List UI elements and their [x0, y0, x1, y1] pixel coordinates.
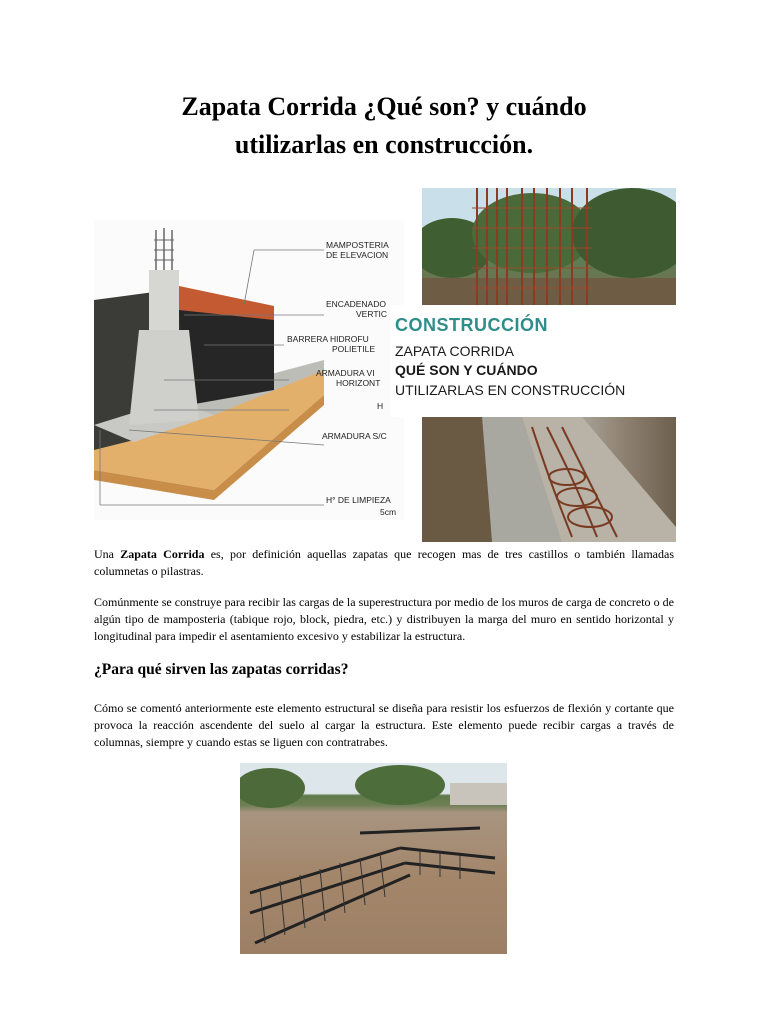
p1-prefix: Una — [94, 547, 121, 561]
paragraph-definition — [94, 546, 674, 580]
rebar-columns-photo — [422, 188, 676, 305]
title-line-1: Zapata Corrida ¿Qué son? y cuándo — [181, 92, 587, 121]
banner-line-3: UTILIZARLAS EN CONSTRUCCIÓN — [395, 382, 626, 398]
p1-bold-term: Zapata Corrida — [120, 547, 205, 561]
diagram-label: VERTIC — [356, 309, 388, 319]
construction-site-drawing — [240, 763, 507, 954]
banner-line-2: QUÉ SON Y CUÁNDO — [395, 362, 538, 378]
diagram-label: DE ELEVACION — [326, 250, 389, 260]
diagram-label: ENCADENADO — [326, 299, 386, 309]
construction-site-photo — [240, 763, 507, 954]
footing-diagram — [94, 220, 404, 520]
article-banner — [390, 305, 676, 417]
trench-rebar-drawing — [422, 417, 676, 542]
rebar-columns-drawing — [422, 188, 676, 305]
diagram-label: 5cm — [380, 507, 397, 517]
diagram-label: H — [377, 401, 384, 411]
diagram-label: BARRERA HIDROFU — [287, 334, 369, 344]
title-line-2: utilizarlas en construcción. — [234, 130, 534, 159]
diagram-label: POLIETILE — [332, 344, 375, 354]
p1-suffix: es, por definición aquellas zapatas que recogen mas de tres castillos o también llamadas columnetas o pilastras. — [94, 547, 675, 578]
paragraph-construction: Comúnmente se construye para recibir las cargas de la superestructura por medio de los muros de carga de concreto o de algún tipo de mamposteria (tabique rojo, block, piedra, etc.) y distribuyen la marga del muro en sentido horizontal y longitudinal para impedir el asentamiento excesivo y estabilizar la estructura. — [94, 595, 674, 643]
diagram-label: HORIZONT — [336, 378, 381, 388]
diagram-label: ARMADURA VI — [316, 368, 375, 378]
paragraph-purpose: Cómo se comentó anteriormente este elemento estructural se diseña para resistir los esfuerzos de flexión y cortante que provoca la reacción ascendente del suelo al cargar la estructura. Este elemento puede recibir cargas a través de columnas, siempre y cuando estas se liguen con contratrabes. — [94, 701, 674, 749]
section-heading: ¿Para qué sirven las zapatas corridas? — [94, 661, 349, 678]
diagram-label: H° DE LIMPIEZA — [326, 495, 391, 505]
diagram-label: MAMPOSTERIA — [326, 240, 389, 250]
page-title — [60, 88, 708, 164]
banner-title: CONSTRUCCIÓN — [395, 315, 548, 335]
diagram-label: ARMADURA S/C — [322, 431, 387, 441]
trench-rebar-photo — [422, 417, 676, 542]
banner-line-1: ZAPATA CORRIDA — [395, 343, 515, 359]
